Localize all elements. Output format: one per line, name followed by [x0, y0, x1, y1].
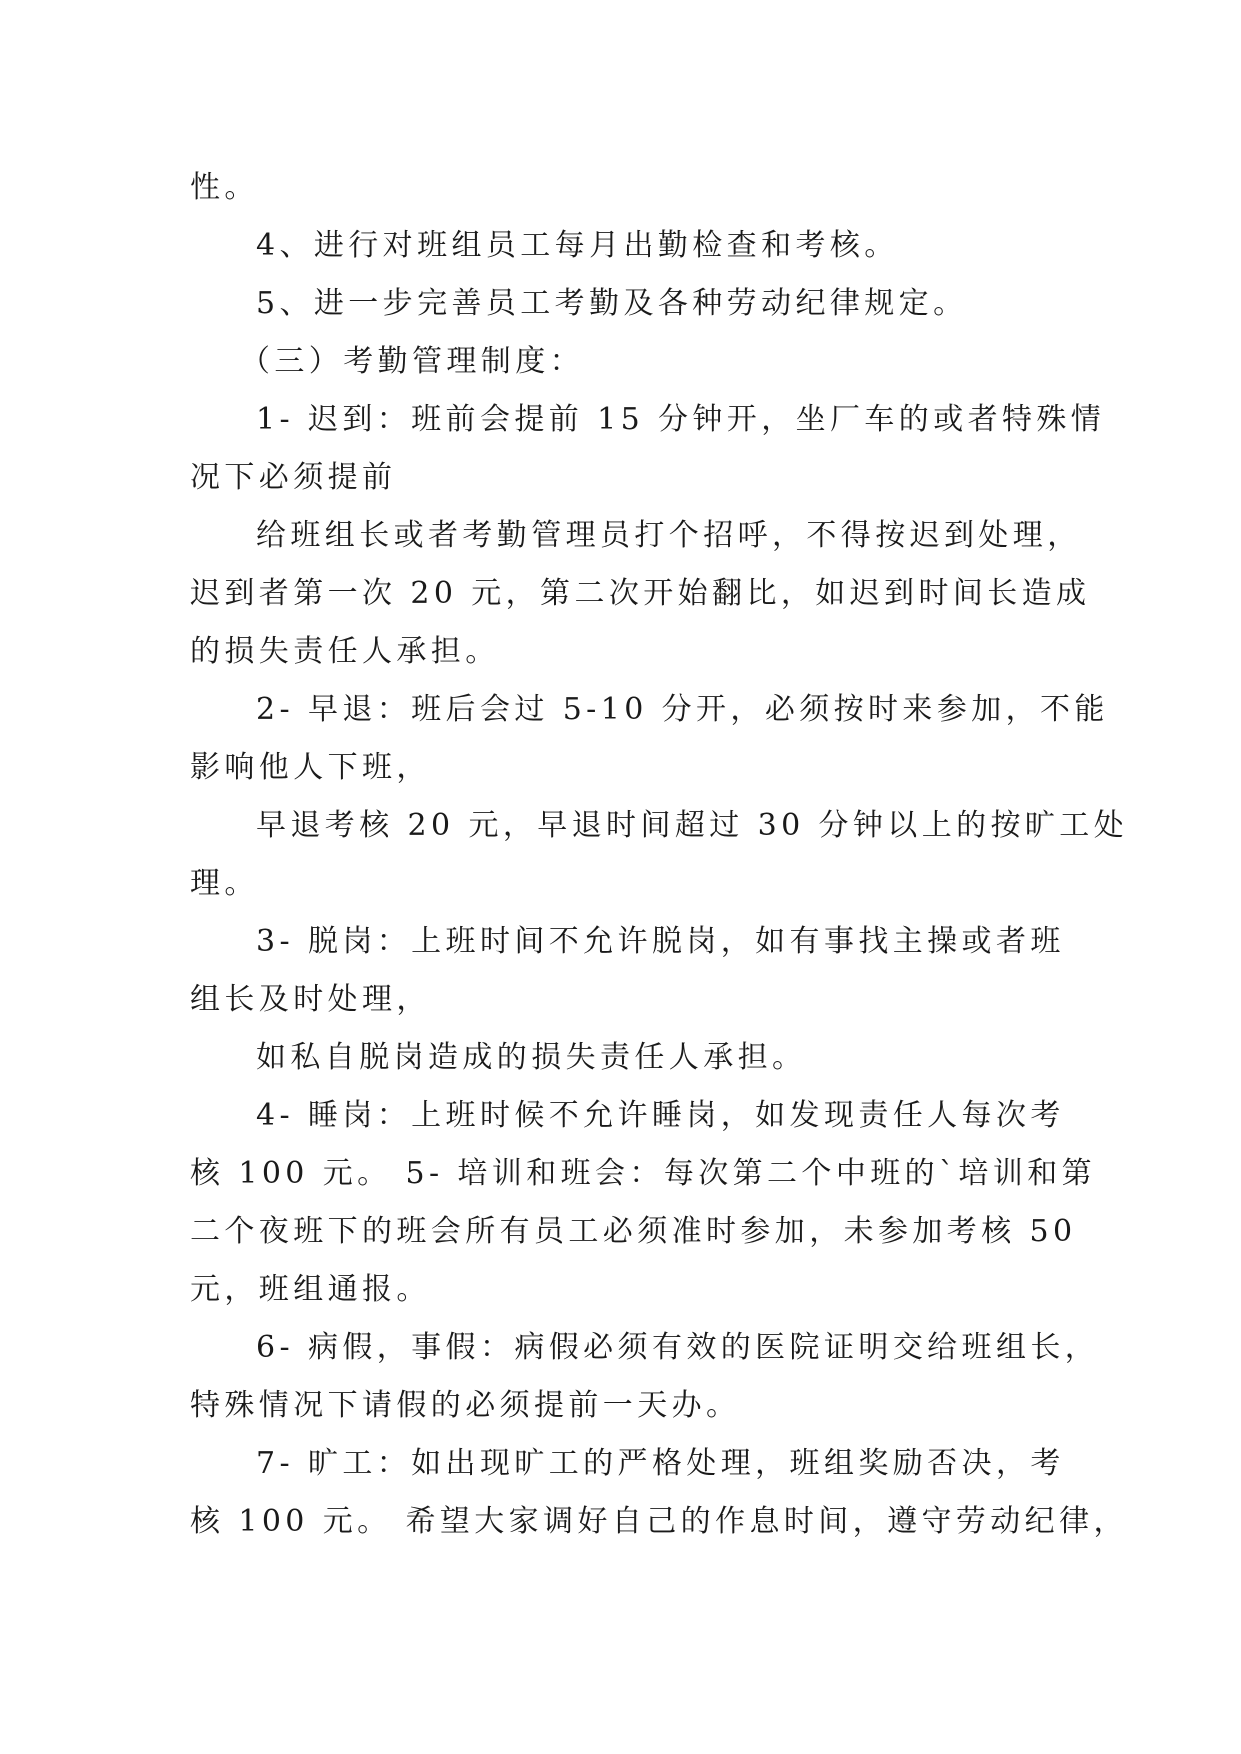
- text-line: 理。: [190, 866, 259, 901]
- text-line: 性。: [190, 170, 259, 205]
- text-line: 给班组长或者考勤管理员打个招呼，不得按迟到处理，: [256, 518, 1082, 553]
- text-line: 特殊情况下请假的必须提前一天办。: [190, 1388, 741, 1423]
- text-line: 核 100 元。 5- 培训和班会：每次第二个中班的`培训和第: [190, 1156, 1097, 1191]
- section-heading: （三）考勤管理制度：: [240, 344, 584, 379]
- text-line: 2- 早退：班后会过 5-10 分开，必须按时来参加，不能: [256, 692, 1109, 727]
- text-line: 迟到者第一次 20 元，第二次开始翻比，如迟到时间长造成: [190, 576, 1091, 611]
- text-line: 5、进一步完善员工考勤及各种劳动纪律规定。: [256, 286, 968, 321]
- text-line: 元，班组通报。: [190, 1272, 431, 1307]
- text-line: 3- 脱岗：上班时间不允许脱岗，如有事找主操或者班: [256, 924, 1065, 959]
- text-line: 早退考核 20 元，早退时间超过 30 分钟以上的按旷工处: [256, 808, 1129, 843]
- text-line: 6- 病假，事假：病假必须有效的医院证明交给班组长，: [256, 1330, 1100, 1365]
- text-line: 影响他人下班，: [190, 750, 431, 785]
- text-line: 核 100 元。 希望大家调好自己的作息时间，遵守劳动纪律，: [190, 1504, 1128, 1539]
- text-line: 二个夜班下的班会所有员工必须准时参加，未参加考核 50: [190, 1214, 1077, 1249]
- text-line: 的损失责任人承担。: [190, 634, 500, 669]
- text-line: 4- 睡岗：上班时候不允许睡岗，如发现责任人每次考: [256, 1098, 1065, 1133]
- text-line: 况下必须提前: [190, 460, 397, 495]
- text-line: 1- 迟到：班前会提前 15 分钟开，坐厂车的或者特殊情: [256, 402, 1106, 437]
- text-line: 组长及时处理，: [190, 982, 431, 1017]
- text-line: 4、进行对班组员工每月出勤检查和考核。: [256, 228, 899, 263]
- text-line: 7- 旷工：如出现旷工的严格处理，班组奖励否决，考: [256, 1446, 1065, 1481]
- text-line: 如私自脱岗造成的损失责任人承担。: [256, 1040, 807, 1075]
